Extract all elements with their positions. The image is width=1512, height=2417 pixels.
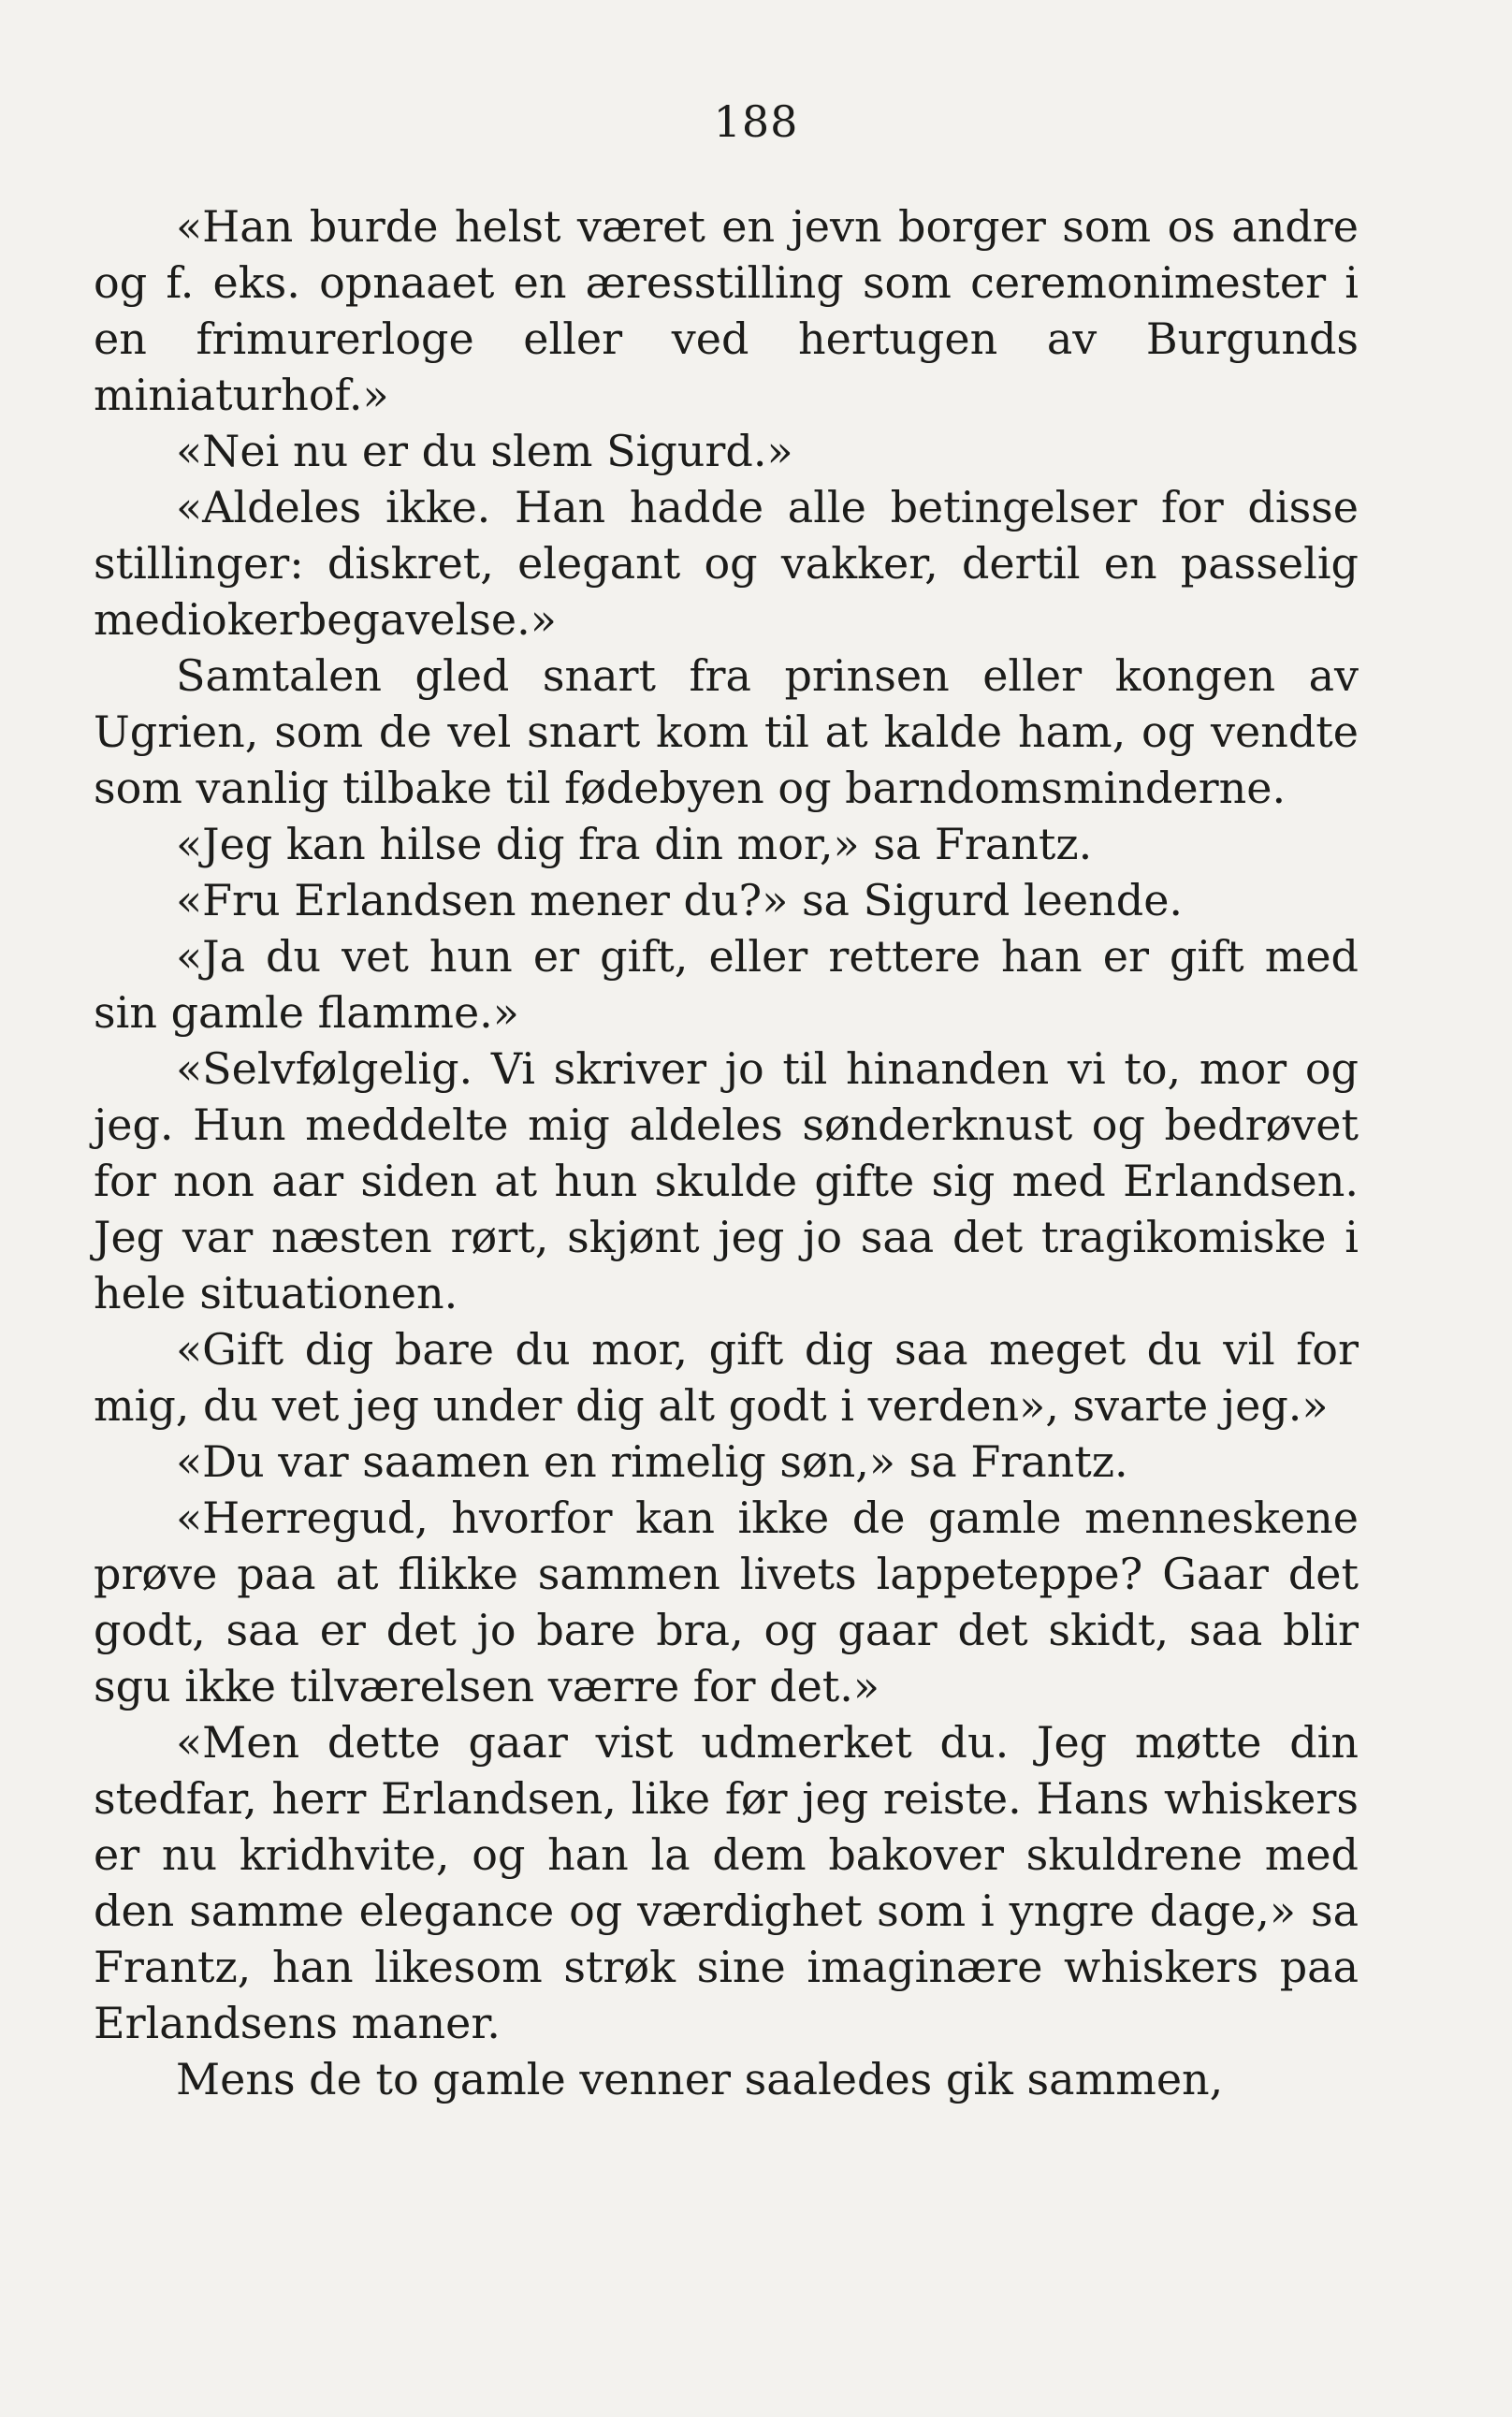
paragraph: «Aldeles ikke. Han hadde alle betingelser for disse stillinger: diskret, elegant og vakker, dertil en passelig mediokerbegavelse.» [94, 482, 1359, 645]
body-text [94, 198, 1359, 2107]
paragraph: «Du var saamen en rimelig søn,» sa Frantz. [176, 1436, 1128, 1487]
paragraph: Mens de to gamle venner saaledes gik sammen, [176, 2054, 1224, 2104]
paragraph: «Jeg kan hilse dig fra din mor,» sa Frantz. [176, 819, 1093, 869]
paragraph: «Fru Erlandsen mener du?» sa Sigurd leende. [176, 875, 1184, 925]
paragraph: «Han burde helst været en jevn borger som os andre og f. eks. opnaaet en æresstilling som ceremonimester i en frimurerloge eller ved hertugen av Burgunds miniaturhof.» [94, 201, 1359, 420]
paragraph: «Selvfølgelig. Vi skriver jo til hinanden vi to, mor og jeg. Hun meddelte mig aldeles sønderknust og bedrøvet for non aar siden at hun skulde gifte sig med Erlandsen. Jeg var næsten rørt, skjønt jeg jo saa det tragikomiske i hele situationen. [94, 1043, 1359, 1318]
paragraph: Samtalen gled snart fra prinsen eller kongen av Ugrien, som de vel snart kom til at kalde ham, og vendte som vanlig tilbake til fødebyen og barndomsminderne. [94, 650, 1359, 813]
page-number: 188 [713, 96, 799, 147]
paragraph: «Men dette gaar vist udmerket du. Jeg møtte din stedfar, herr Erlandsen, like før jeg reiste. Hans whiskers er nu kridhvite, og han la dem bakover skuldrene med den samme elegance og værdighet som i yngre dage,» sa Frantz, han likesom strøk sine imaginære whiskers paa Erlandsens maner. [94, 1717, 1359, 2048]
paragraph: «Gift dig bare du mor, gift dig saa meget du vil for mig, du vet jeg under dig alt godt i verden», svarte jeg.» [94, 1324, 1359, 1431]
paragraph: «Nei nu er du slem Sigurd.» [176, 426, 793, 476]
paragraph: «Ja du vet hun er gift, eller rettere han er gift med sin gamle flamme.» [94, 931, 1359, 1038]
paragraph: «Herregud, hvorfor kan ikke de gamle menneskene prøve paa at flikke sammen livets lappeteppe? Gaar det godt, saa er det jo bare bra, og gaar det skidt, saa blir sgu ikke tilværelsen værre for det.» [94, 1492, 1359, 1711]
